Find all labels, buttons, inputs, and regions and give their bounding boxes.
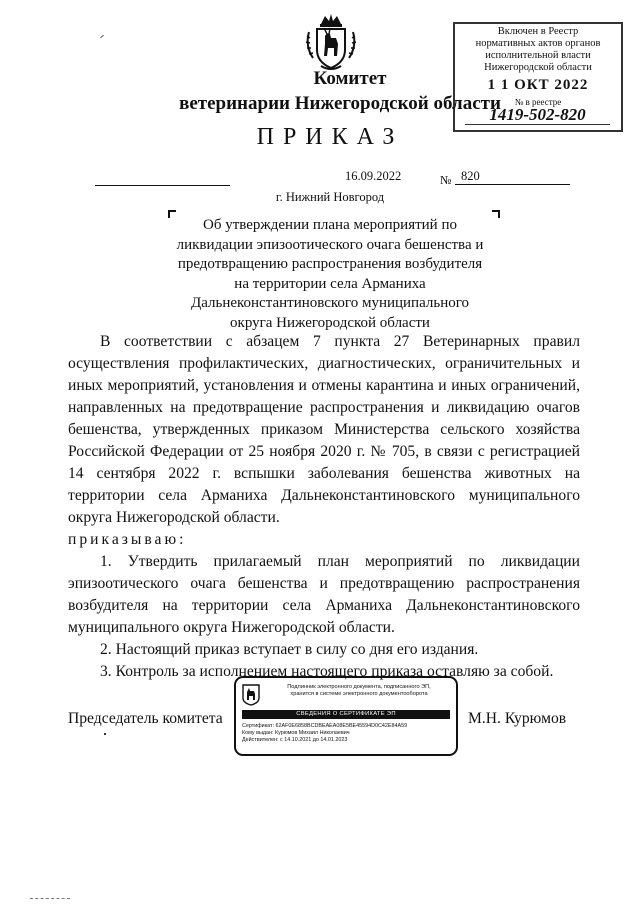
e-signature-note bbox=[264, 684, 454, 698]
certificate-banner: СВЕДЕНИЯ О СЕРТИФИКАТЕ ЭП bbox=[242, 710, 450, 719]
stamp-reg-label: № в реестре bbox=[514, 97, 562, 107]
org-name-line1: Комитет bbox=[313, 68, 387, 89]
valid-label: Действителен: bbox=[242, 737, 279, 743]
stamp-line: Включен в Реестр bbox=[497, 26, 579, 37]
certificate-row bbox=[242, 723, 452, 730]
document-title: Об утверждении плана мероприятий по ликвидации эпизоотического очага бешенства и предотвращению распространения возбудителя на территории села Арманиха Дальнеконстантиновского муниципального округа Нижегородской области bbox=[176, 217, 484, 331]
scan-mark bbox=[100, 35, 104, 38]
title-corner-mark bbox=[492, 210, 500, 218]
order-item-1: 1. Утвердить прилагаемый план мероприятий по ликвидации эпизоотического очага бешенства и предотвращению распространения возбудителя на территории села Арманиха Дальнеконстантиновского муниципального округа Нижегородской области. bbox=[68, 553, 580, 636]
stamp-line: нормативных актов органов bbox=[475, 38, 601, 49]
document-number: 820 bbox=[455, 169, 570, 185]
cert-label: Сертификат: bbox=[242, 723, 275, 729]
order-item-3: 3. Контроль за исполнением настоящего приказа оставляю за собой. bbox=[100, 663, 554, 680]
document-date: 16.09.2022 bbox=[345, 169, 402, 183]
valid-value: с 14.10.2021 до 14.01.2023 bbox=[280, 737, 348, 743]
org-name-line2: ветеринарии Нижегородской области bbox=[179, 93, 501, 114]
signatory-name: М.Н. Курюмов bbox=[468, 710, 567, 727]
footer-dash bbox=[30, 898, 70, 899]
document-body bbox=[68, 331, 580, 683]
document-type: ПРИКАЗ bbox=[256, 124, 404, 150]
stamp-reg-number: 1419-502-820 bbox=[465, 106, 610, 125]
stamp-line: исполнительной власти bbox=[485, 50, 591, 61]
issued-label: Кому выдан: bbox=[242, 730, 274, 736]
stamp-date: 1 1 ОКТ 2022 bbox=[487, 77, 589, 93]
issued-value: Курюмов Михаил Николаевич bbox=[274, 730, 350, 736]
certificate-row bbox=[242, 730, 452, 737]
e-signature-note-line: Подлинник электронного документа, подписанного ЭП, bbox=[287, 684, 431, 690]
scan-speck bbox=[104, 733, 106, 735]
e-signature-note-line: хранится в системе электронного документооборота bbox=[290, 691, 428, 697]
electronic-signature-stamp bbox=[234, 676, 458, 756]
number-label: № bbox=[440, 173, 452, 187]
certificate-row bbox=[242, 737, 452, 744]
document-city: г. Нижний Новгород bbox=[275, 190, 385, 204]
certificate-details bbox=[242, 723, 452, 744]
deer-logo-icon bbox=[242, 684, 260, 706]
signatory-position: Председатель комитета bbox=[68, 710, 223, 727]
coat-of-arms-icon bbox=[303, 12, 359, 72]
cert-value: 62AF0E6858BCDBEAEA08E5BE45594D0C42E84A59 bbox=[275, 723, 408, 729]
order-item-2: 2. Настоящий приказ вступает в силу со дня его издания. bbox=[100, 641, 479, 658]
preamble-paragraph: В соответствии с абзацем 7 пункта 27 Ветеринарных правил осуществления профилактических, диагностических, ограничительных и иных мероприятий, установления и отмены карантина и иных ограничений, направленных на предотвращение распространения и ликвидацию очагов бешенства, утвержденных приказом Министерства сельского хозяйства Российской Федерации от 25 ноября 2020 г. № 705, в связи с регистрацией 14 сентября 2022 г. вспышки заболевания бешенства животных на территории села Арманиха Дальнеконстантиновского муниципального округа Нижегородской области. bbox=[68, 333, 580, 526]
blank-line bbox=[95, 185, 230, 186]
stamp-line: Нижегородской области bbox=[484, 62, 592, 73]
order-word: приказываю: bbox=[68, 531, 187, 548]
